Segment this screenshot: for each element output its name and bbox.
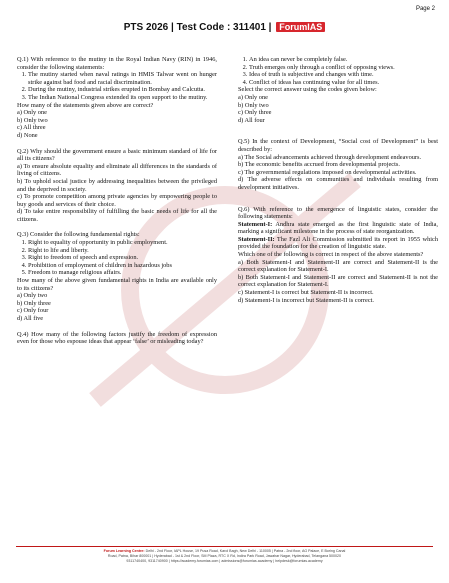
footer — [16, 546, 433, 564]
option: b) Only three — [17, 299, 51, 307]
statement-list — [17, 71, 217, 101]
option-list — [17, 109, 217, 139]
option: b) To uphold social justice by addressing inequalities between the privileged and the deprived in society. — [17, 177, 217, 193]
question-3 — [17, 231, 217, 322]
option: a) To ensure absolute equality and eliminate all differences in the standards of living of citizens. — [17, 162, 217, 178]
question-ask: Which one of the following is correct in respect of the above statements? — [238, 251, 424, 259]
question-stem: Q.6) With reference to the emergence of linguistic states, consider the following statements: — [238, 205, 438, 221]
option: b) The economic benefits accrued from developmental projects. — [238, 161, 400, 169]
statement-list — [17, 239, 217, 277]
question-stem: Q.3) Consider the following fundamental rights: — [17, 231, 140, 239]
statement: 5. Freedom to manage religious affairs. — [28, 269, 217, 277]
option: a) Only one — [238, 93, 268, 101]
option: b) Both Statement-I and Statement-II are correct and Statement-II is not the correct explanation for Statement-I. — [238, 273, 438, 289]
footer-line-2: Road, Patna, Bihar 800001 | Hyderabad - 1st & 2nd Floor, SM Plaza, RTC X Rd, Indira Park Road, Jawahar Nagar, Hyderabad, Telangana 500020 — [107, 554, 342, 558]
option: a) Only one — [17, 109, 47, 117]
page-number: Page 2 — [415, 6, 435, 12]
question-stem: Q.2) Why should the government ensure a basic minimum standard of life for all its citizens? — [17, 147, 217, 163]
option: c) The governmental regulations imposed on developmental activities. — [238, 168, 417, 176]
option: c) To promote competition among private agencies by empowering people to buy goods and services of their choice. — [17, 193, 217, 208]
option: a) Both Statement-I and Statement-II are correct and Statement-II is the correct explanation for Statement-I. — [238, 258, 438, 274]
option: d) Statement-I is incorrect but Statement-II is correct. — [238, 296, 374, 304]
option: b) Only two — [17, 116, 48, 124]
statement: 2. Right to life and liberty. — [28, 247, 217, 255]
question-stem: Q.5) In the context of Development, “Social cost of Development” is best described by: — [238, 138, 438, 153]
right-column — [238, 56, 438, 312]
statement: 2. During the mutiny, industrial strikes erupted in Bombay and Calcutta. — [28, 86, 217, 94]
statement: 3. Right to freedom of speech and expression. — [28, 254, 217, 262]
option-list — [238, 94, 438, 124]
question-4-continued — [238, 56, 438, 124]
option-list — [17, 292, 217, 322]
forumias-logo: ForumIAS — [276, 22, 325, 32]
option: d) All five — [17, 315, 44, 322]
option: d) The adverse effects on communities and individuals resulting from development initiatives. — [238, 176, 438, 191]
option: c) All three — [17, 124, 46, 132]
footer-line-3[interactable]: 9311740400, 9311740900 | https://academy.forumias.com | admissions@forumias.academy | helpdesk@forumias.academy — [126, 559, 323, 563]
left-column — [17, 56, 217, 354]
statement: 4. Prohibition of employment of children in hazardous jobs — [28, 262, 217, 270]
statement: 4. Conflict of ideas has continuing value for all times. — [249, 79, 438, 87]
statement: 2. Truth emerges only through a conflict of opposing views. — [249, 64, 438, 72]
statement: 3. The Indian National Congress extended its open support to the mutiny. — [28, 94, 217, 102]
question-2 — [17, 148, 217, 224]
question-ask: How many of the above given fundamental rights in India are available only to its citizens? — [17, 277, 217, 292]
statement: 3. Idea of truth is subjective and changes with time. — [249, 71, 438, 79]
option: c) Only three — [238, 109, 272, 117]
statement: 1. An idea can never be completely false. — [249, 56, 438, 64]
question-4 — [17, 331, 217, 346]
question-5 — [238, 138, 438, 191]
option: d) To take entire responsibility of fulfilling the basic needs of life for all the citizens. — [17, 208, 217, 223]
option-list — [17, 163, 217, 224]
statement-2: Statement-II: The Fazl Ali Commission submitted its report in 1955 which provided the foundation for the creation of linguistic state. — [238, 235, 438, 251]
question-ask: Select the correct answer using the codes given below: — [238, 86, 377, 94]
test-header — [0, 22, 449, 33]
option: b) Only two — [238, 101, 269, 109]
option: d) All four — [238, 116, 265, 124]
question-stem: Q.4) How many of the following factors justify the freedom of expression even for those who espouse ideas that appear ‘false’ or misleading today? — [17, 330, 217, 346]
option-list — [238, 154, 438, 192]
question-1 — [17, 56, 217, 140]
option-list — [238, 259, 438, 305]
question-stem: Q.1) With reference to the mutiny in the Royal Indian Navy (RIN) in 1946, consider the following statements: — [17, 56, 217, 71]
statement-1: Statement-I: Andhra state emerged as the first linguistic state of India, marking a significant milestone in the process of state reorganization. — [238, 220, 438, 236]
statement: 1. The mutiny started when naval ratings in HMIS Talwar went on hunger strike against bad food and racial discrimination. — [28, 71, 217, 86]
question-ask: How many of the statements given above are correct? — [17, 101, 154, 109]
option: a) The Social advancements achieved through development endeavours. — [238, 153, 422, 161]
test-title: PTS 2026 | Test Code : 311401 | — [123, 22, 275, 33]
statement-list — [238, 56, 438, 86]
statement: 1. Right to equality of opportunity in public employment. — [28, 239, 217, 247]
option: c) Only four — [17, 307, 49, 315]
question-6 — [238, 206, 438, 305]
option: d) None — [17, 131, 38, 139]
footer-line-1: Forum Learning Centre: Delhi - 2nd Floor, IAPL House, 19 Pusa Road, Karol Bagh, New Delhi - 110005 | Patna - 2nd floor, AG Palace, E Boring Canal — [103, 549, 346, 553]
option: c) Statement-I is correct but Statement-II is incorrect. — [238, 289, 374, 297]
option: a) Only two — [17, 292, 48, 300]
